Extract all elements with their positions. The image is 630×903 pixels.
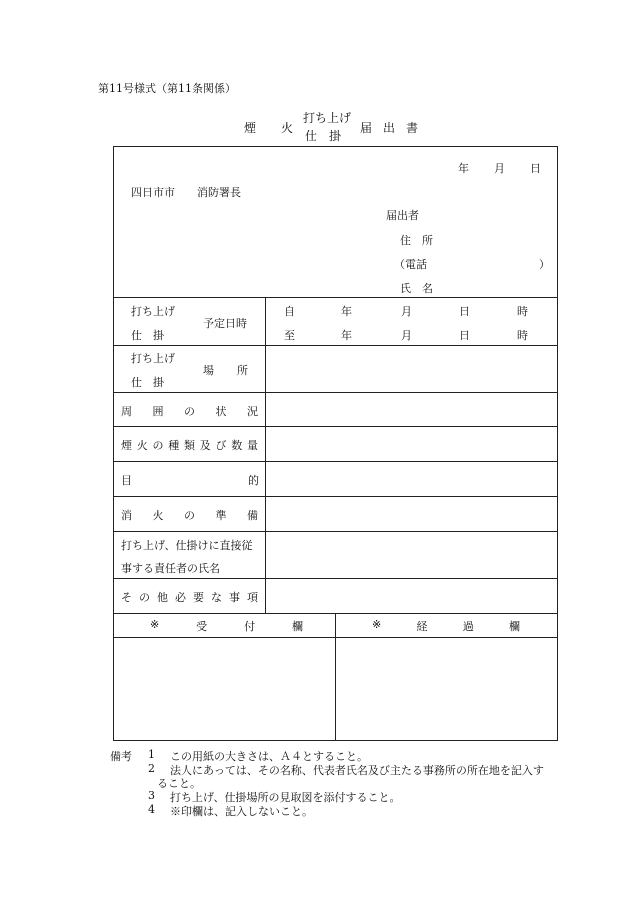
to-year: 年	[341, 329, 352, 342]
from-hour: 時	[517, 305, 528, 318]
schedule-label-top: 打ち上げ	[131, 305, 175, 318]
place-label-top: 打ち上げ	[131, 352, 175, 365]
phone-label: （電話	[394, 258, 427, 271]
schedule-to: 至	[284, 329, 295, 342]
extinguish-label	[121, 507, 258, 523]
progress-header-char: ※	[372, 618, 382, 631]
schedule-from: 自	[284, 305, 295, 318]
date-year: 年	[458, 162, 469, 175]
schedule-label-bottom: 仕 掛	[131, 329, 164, 342]
title-de: 出	[383, 121, 396, 135]
place-sho: 所	[237, 364, 248, 377]
fireworks-type-label-char: 火	[136, 439, 148, 452]
surroundings-label-char: 囲	[152, 405, 164, 418]
to-day: 日	[459, 329, 470, 342]
extinguish-label-char: 火	[152, 509, 164, 522]
to-hour: 時	[517, 329, 528, 342]
reception-header	[150, 618, 303, 634]
surroundings-label-char: 況	[247, 405, 258, 418]
schedule-label-right: 予定日時	[203, 317, 247, 330]
note-2-text: 法人にあっては、その名称、代表者氏名及び主たる事務所の所在地を記入す	[170, 764, 544, 777]
date-day: 日	[530, 162, 541, 175]
notes-label: 備考	[110, 750, 132, 763]
from-month: 月	[401, 305, 412, 318]
progress-header-char: 過	[462, 620, 474, 633]
progress-header-char: 経	[416, 620, 428, 633]
from-year: 年	[341, 305, 352, 318]
title-uchiage: 打ち上げ	[303, 111, 352, 125]
fireworks-type-label-char: び	[215, 439, 227, 452]
surroundings-label-char: 周	[121, 405, 132, 418]
surroundings-label-char: 状	[215, 405, 227, 418]
note-2-num: 2	[148, 762, 155, 775]
fireworks-type-label-char: 及	[199, 439, 211, 452]
note-2-cont: ること。	[157, 777, 201, 790]
note-1-num: 1	[148, 748, 155, 761]
responsible-label-1: 打ち上げ、仕掛けに直接従	[121, 539, 253, 552]
date-month: 月	[494, 162, 505, 175]
extinguish-label-char: 備	[247, 509, 258, 522]
notifier-label: 届出者	[386, 209, 419, 222]
other-label-char: 項	[247, 591, 258, 604]
note-4-num: 4	[148, 803, 155, 816]
other-label-char: な	[211, 591, 222, 604]
fireworks-type-label-char: 類	[184, 439, 195, 452]
extinguish-label-char: 準	[215, 509, 227, 522]
from-day: 日	[459, 305, 470, 318]
phone-close: ）	[539, 258, 550, 271]
reception-header-char: 受	[196, 620, 208, 633]
other-label-char: 他	[157, 591, 168, 604]
surroundings-label-char: の	[184, 405, 195, 418]
other-label-char: 要	[193, 591, 204, 604]
title-ka: 火	[281, 121, 294, 135]
title-shikake: 仕 掛	[305, 129, 342, 143]
title-en: 煙	[244, 121, 257, 135]
title-sho: 書	[406, 121, 419, 135]
fireworks-type-label-char: 量	[247, 439, 258, 452]
reception-header-char: 付	[244, 620, 256, 633]
fireworks-type-label	[121, 437, 258, 453]
purpose-label-left: 目	[121, 474, 132, 487]
note-4-text: ※印欄は、記入しないこと。	[170, 805, 313, 818]
surroundings-label	[121, 403, 258, 419]
place-ba: 場	[203, 364, 214, 377]
reception-header-char: ※	[150, 618, 160, 631]
addressee: 四日市市 消防署長	[131, 186, 241, 199]
other-label	[121, 589, 258, 605]
fireworks-type-label-char: 種	[168, 439, 180, 452]
to-month: 月	[401, 329, 412, 342]
other-label-char: の	[139, 591, 150, 604]
fireworks-type-label-char: の	[152, 439, 164, 452]
note-3-text: 打ち上げ、仕掛場所の見取図を添付すること。	[170, 791, 401, 804]
progress-header	[372, 618, 520, 634]
reception-header-char: 欄	[291, 620, 303, 633]
note-1-text: この用紙の大きさは、Ａ４とすること。	[170, 750, 368, 763]
fireworks-type-label-char: 数	[231, 439, 243, 452]
title-todoke: 届	[360, 121, 373, 135]
responsible-label-2: 事する責任者の氏名	[121, 562, 220, 575]
other-label-char: そ	[121, 591, 132, 604]
note-3-num: 3	[148, 789, 155, 802]
extinguish-label-char: 消	[121, 509, 132, 522]
purpose-label-right: 的	[248, 474, 259, 487]
form-number: 第11号様式（第11条関係）	[98, 82, 236, 95]
name-label: 氏 名	[400, 282, 433, 295]
progress-header-char: 欄	[508, 620, 520, 633]
other-label-char: 事	[229, 591, 240, 604]
address-label: 住 所	[400, 234, 433, 247]
extinguish-label-char: の	[184, 509, 195, 522]
other-label-char: 必	[175, 591, 186, 604]
fireworks-type-label-char: 煙	[121, 439, 132, 452]
place-label-bottom: 仕 掛	[131, 376, 164, 389]
